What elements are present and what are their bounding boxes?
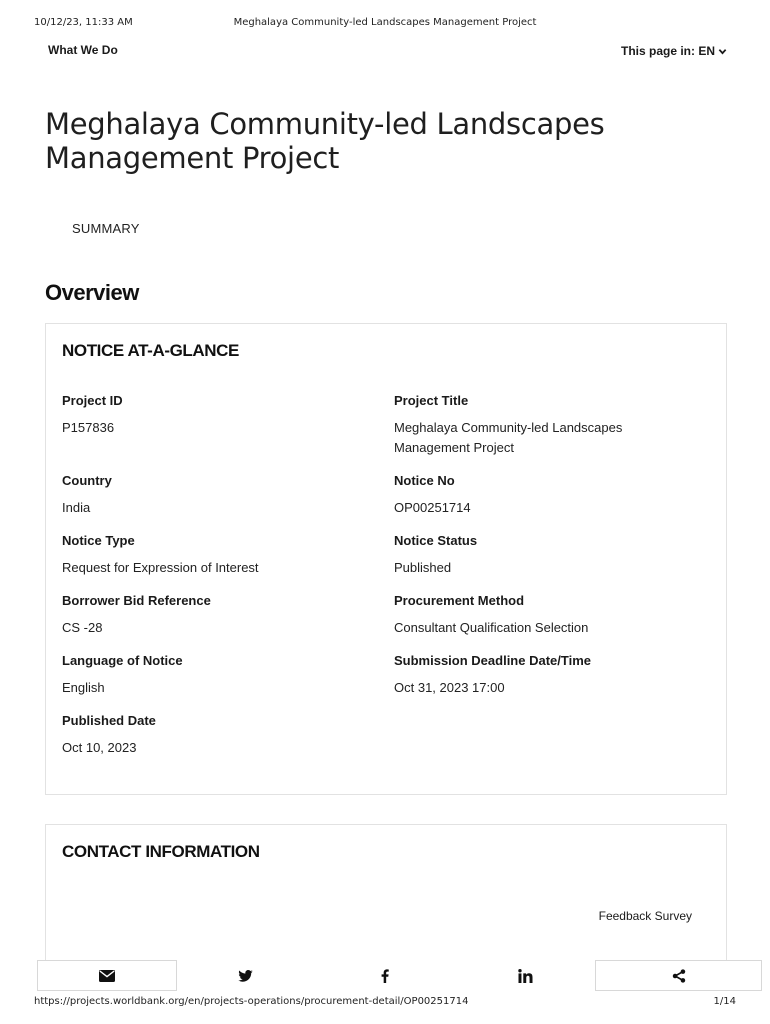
field-value: Oct 31, 2023 17:00 xyxy=(394,680,505,695)
field-project-title xyxy=(394,393,694,458)
field-value: P157836 xyxy=(62,420,115,435)
share-button[interactable] xyxy=(595,960,762,991)
language-label: This page in: EN xyxy=(620,44,715,58)
contact-information-card xyxy=(45,824,727,974)
print-footer xyxy=(34,996,736,1008)
field-label: Notice Status xyxy=(394,533,478,548)
field-value: CS -28 xyxy=(62,620,103,635)
feedback-survey-link[interactable]: Feedback Survey xyxy=(598,909,692,923)
field-value: Meghalaya Community-led Landscapes Management Project xyxy=(394,420,623,455)
facebook-icon xyxy=(381,969,389,983)
notice-at-a-glance-card xyxy=(45,323,727,795)
field-language-of-notice xyxy=(62,653,362,698)
linkedin-share-button[interactable] xyxy=(510,960,540,991)
email-share-button[interactable] xyxy=(37,960,177,991)
envelope-icon xyxy=(99,970,115,982)
facebook-share-button[interactable] xyxy=(370,960,400,991)
field-published-date xyxy=(62,713,362,758)
field-value: India xyxy=(62,500,91,515)
page-indicator: 1/14 xyxy=(713,996,736,1007)
field-label: Notice Type xyxy=(62,533,135,548)
field-label: Borrower Bid Reference xyxy=(62,593,211,608)
field-label: Project Title xyxy=(394,393,469,408)
print-header xyxy=(34,17,736,29)
field-borrower-bid-reference xyxy=(62,593,362,638)
tab-summary[interactable]: SUMMARY xyxy=(72,221,140,236)
field-value: Published xyxy=(394,560,452,575)
notice-card-heading: NOTICE AT-A-GLANCE xyxy=(62,341,239,360)
field-project-id xyxy=(62,393,362,438)
field-procurement-method xyxy=(394,593,694,638)
field-value: OP00251714 xyxy=(394,500,471,515)
field-label: Submission Deadline Date/Time xyxy=(394,653,591,668)
field-label: Published Date xyxy=(62,713,156,728)
field-label: Language of Notice xyxy=(62,653,183,668)
field-submission-deadline xyxy=(394,653,694,698)
linkedin-icon xyxy=(518,969,533,983)
field-label: Country xyxy=(62,473,112,488)
twitter-icon xyxy=(238,970,253,982)
language-switcher[interactable] xyxy=(621,44,727,58)
print-datetime: 10/12/23, 11:33 AM xyxy=(34,17,133,28)
field-notice-no xyxy=(394,473,694,518)
field-value: Consultant Qualification Selection xyxy=(394,620,589,635)
print-document-title: Meghalaya Community-led Landscapes Management Project xyxy=(233,17,537,28)
share-icon xyxy=(672,969,686,983)
field-value: Request for Expression of Interest xyxy=(62,560,259,575)
nav-what-we-do[interactable]: What We Do xyxy=(48,43,118,57)
page-title: Meghalaya Community-led Landscapes Management Project xyxy=(45,107,605,175)
field-value: Oct 10, 2023 xyxy=(62,740,137,755)
field-label: Procurement Method xyxy=(394,593,525,608)
share-bar xyxy=(37,960,762,991)
field-notice-status xyxy=(394,533,694,578)
contact-card-heading: CONTACT INFORMATION xyxy=(62,842,260,861)
field-country xyxy=(62,473,362,518)
overview-heading: Overview xyxy=(45,280,139,305)
field-notice-type xyxy=(62,533,362,578)
field-label: Notice No xyxy=(394,473,455,488)
print-url: https://projects.worldbank.org/en/projects-operations/procurement-detail/OP00251714 xyxy=(34,996,469,1007)
twitter-share-button[interactable] xyxy=(230,960,260,991)
field-value: English xyxy=(62,680,105,695)
field-label: Project ID xyxy=(62,393,123,408)
chevron-down-icon xyxy=(718,47,727,56)
